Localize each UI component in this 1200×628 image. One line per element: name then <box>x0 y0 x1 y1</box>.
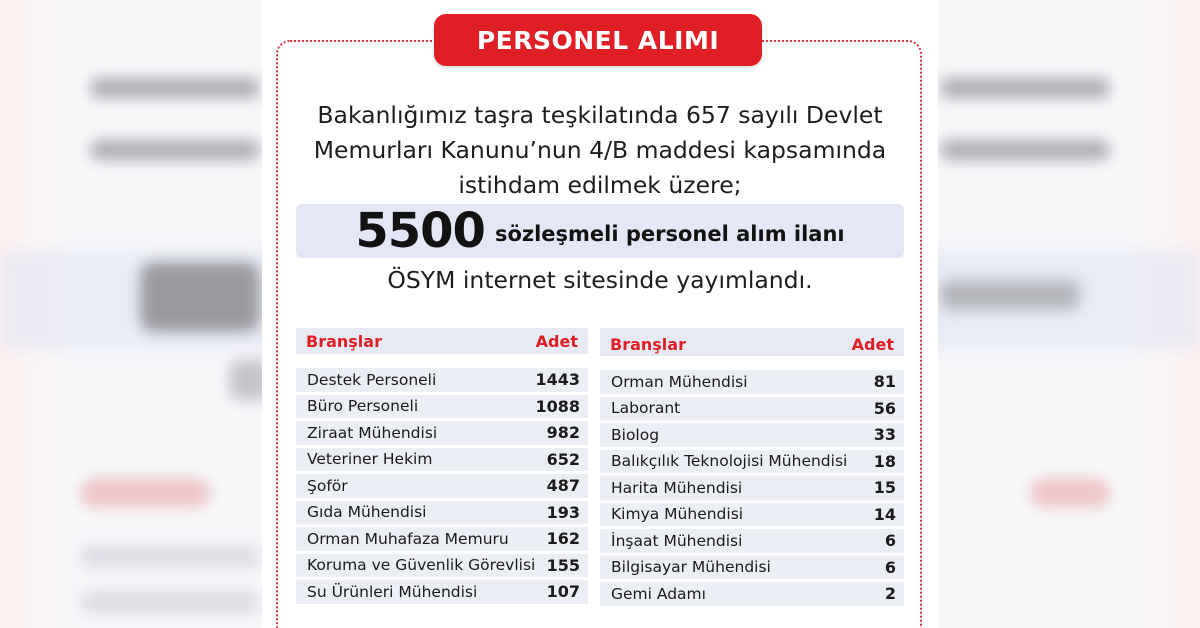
branch-name: Büro Personeli <box>307 397 419 416</box>
branch-name: Biolog <box>611 425 660 444</box>
branch-name: Laborant <box>611 399 681 418</box>
branch-count: 18 <box>873 451 896 471</box>
branch-name: Şoför <box>307 476 348 495</box>
column-header-branch: Branşlar <box>610 335 686 354</box>
branch-count: 1443 <box>535 370 580 390</box>
branch-name: Ziraat Mühendisi <box>307 423 438 442</box>
branch-count: 14 <box>873 504 896 524</box>
title-badge: PERSONEL ALIMI <box>434 14 762 66</box>
table-row <box>296 368 588 392</box>
intro-line: istihdam edilmek üzere; <box>458 171 742 199</box>
table-row <box>600 503 904 527</box>
intro-line: Bakanlığımız taşra teşkilatında 657 sayılı Devlet <box>317 101 883 129</box>
branch-table-right <box>600 328 904 609</box>
table-row <box>296 554 588 578</box>
branch-name: Gemi Adamı <box>611 584 706 603</box>
branch-count: 487 <box>546 476 580 496</box>
branch-count: 162 <box>546 529 580 549</box>
branch-count: 193 <box>546 502 580 522</box>
branch-name: Bilgisayar Mühendisi <box>611 558 771 577</box>
highlight-text: sözleşmeli personel alım ilanı <box>494 222 845 246</box>
highlight-banner <box>296 204 904 258</box>
total-count: 5500 <box>355 203 485 259</box>
branch-name: Kimya Mühendisi <box>611 505 744 524</box>
table-row <box>600 476 904 500</box>
branch-count: 56 <box>873 398 896 418</box>
column-header-count: Adet <box>851 335 894 354</box>
intro-line: Memurları Kanunu’nun 4/B maddesi kapsamında <box>313 136 887 164</box>
branch-count: 6 <box>884 557 896 577</box>
table-row <box>600 529 904 553</box>
table-row <box>600 582 904 606</box>
column-header-branch: Branşlar <box>306 331 382 351</box>
table-row <box>296 448 588 472</box>
table-row <box>296 421 588 445</box>
branch-name: Veteriner Hekim <box>307 450 433 469</box>
branch-count: 1088 <box>535 396 580 416</box>
branch-name: Balıkçılık Teknolojisi Mühendisi <box>611 452 848 471</box>
table-row <box>600 397 904 421</box>
branch-count: 652 <box>546 449 580 469</box>
branch-name: Destek Personeli <box>307 370 437 389</box>
branch-count: 107 <box>546 582 580 602</box>
table-row <box>600 370 904 394</box>
branch-name: Orman Mühendisi <box>611 372 748 391</box>
table-row <box>600 450 904 474</box>
branch-name: Harita Mühendisi <box>611 478 743 497</box>
branch-name: Su Ürünleri Mühendisi <box>307 582 478 601</box>
branch-table-left <box>296 328 588 607</box>
table-header <box>296 328 588 354</box>
published-note: ÖSYM internet sitesinde yayımlandı. <box>387 266 813 294</box>
branch-count: 33 <box>873 425 896 445</box>
table-row <box>296 395 588 419</box>
branch-count: 15 <box>873 478 896 498</box>
table-row <box>296 501 588 525</box>
branch-name: Gıda Mühendisi <box>307 503 427 522</box>
branch-count: 81 <box>873 372 896 392</box>
branch-count: 6 <box>884 531 896 551</box>
column-header-count: Adet <box>535 331 578 351</box>
branch-name: Koruma ve Güvenlik Görevlisi <box>307 556 536 575</box>
table-header <box>600 328 904 356</box>
table-row <box>600 556 904 580</box>
table-row <box>296 527 588 551</box>
branch-name: İnşaat Mühendisi <box>611 531 743 550</box>
intro-text <box>290 98 910 203</box>
branch-count: 982 <box>546 423 580 443</box>
branch-count: 2 <box>884 584 896 604</box>
table-row <box>296 580 588 604</box>
branch-count: 155 <box>546 555 580 575</box>
branch-name: Orman Muhafaza Memuru <box>307 529 509 548</box>
table-row <box>296 474 588 498</box>
table-row <box>600 423 904 447</box>
